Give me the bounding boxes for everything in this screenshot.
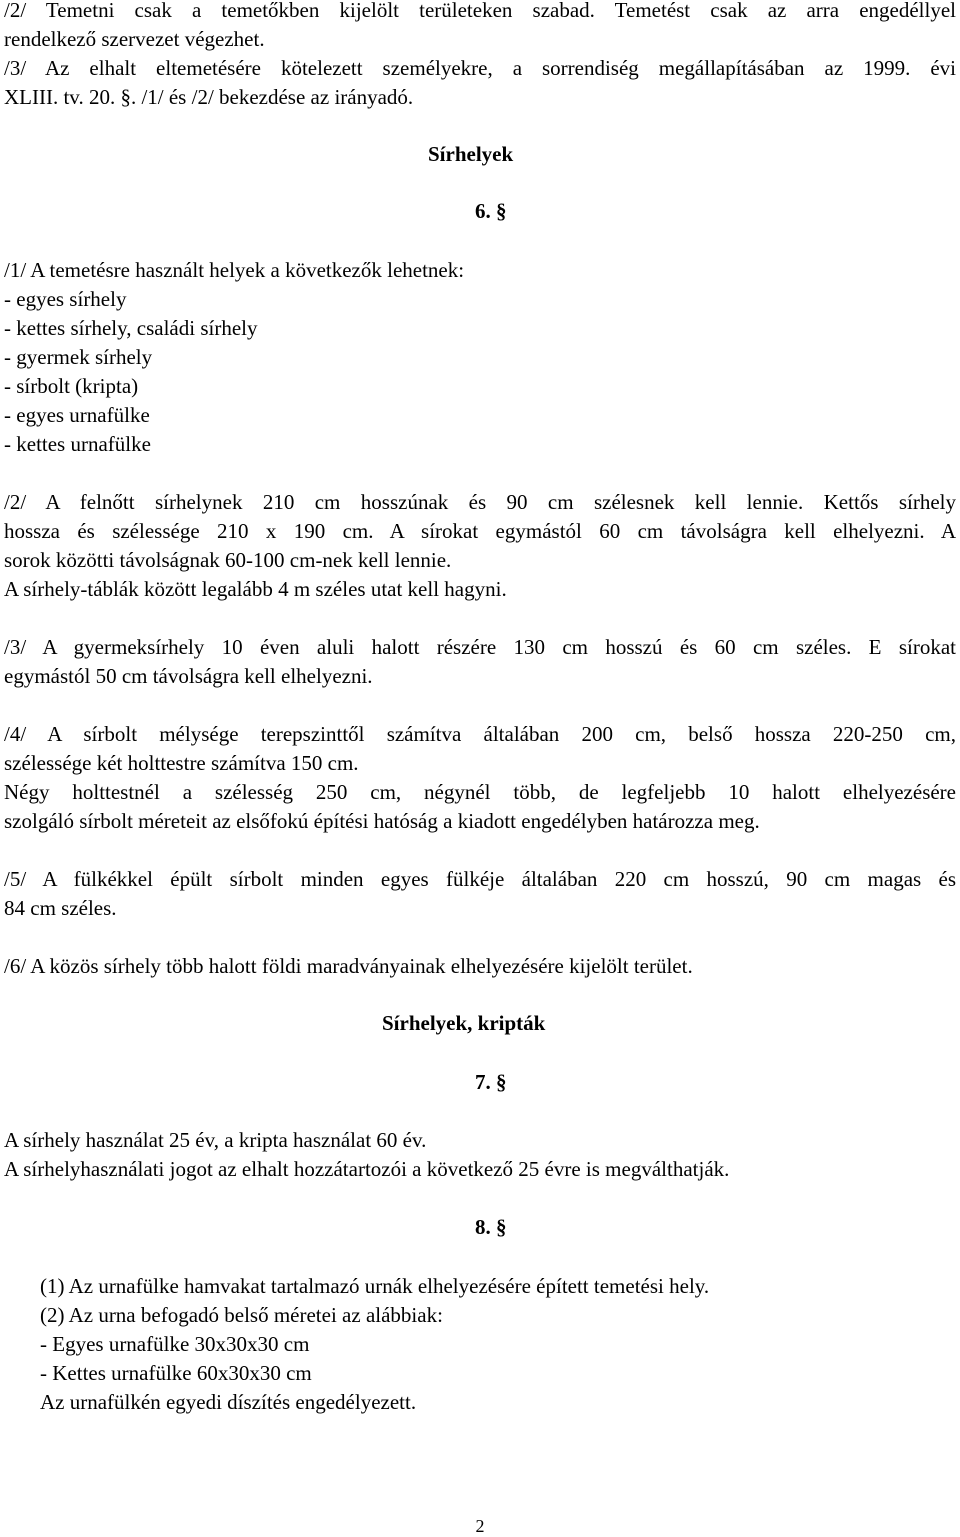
paragraph-line: Négy holttestnél a szélesség 250 cm, négynél több, de legfeljebb 10 halott elhelyezésére [4,780,956,804]
page-number: 2 [475,1516,485,1536]
paragraph-line: /2/ A felnőtt sírhelynek 210 cm hosszúnak és 90 cm szélesnek kell lennie. Kettős sírhely [4,490,956,514]
list-item: - sírbolt (kripta) [4,374,139,398]
paragraph-line: szélessége két holttestre számítva 150 cm. [4,751,359,775]
paragraph-line: (1) Az urnafülke hamvakat tartalmazó urnák elhelyezésére épített temetési hely. [40,1274,710,1298]
list-item: - kettes sírhely, családi sírhely [4,316,258,340]
paragraph-line: A sírhely használat 25 év, a kripta használat 60 év. [4,1128,427,1152]
intro-line: XLIII. tv. 20. §. /1/ és /2/ bekezdése az irányadó. [4,85,414,109]
section-heading: Sírhelyek, kripták [382,1011,546,1035]
paragraph-intro: /1/ A temetésre használt helyek a következők lehetnek: [4,258,465,282]
paragraph-line: (2) Az urna befogadó belső méretei az alábbiak: [40,1303,443,1327]
paragraph-line: /5/ A fülkékkel épült sírbolt minden egyes fülkéje általában 220 cm hosszú, 90 cm magas és [4,867,956,891]
list-item: - egyes urnafülke [4,403,150,427]
section-heading: Sírhelyek [428,142,514,166]
section-number: 7. § [475,1070,507,1094]
paragraph-line: /3/ A gyermeksírhely 10 éven aluli halott részére 130 cm hosszú és 60 cm széles. E sírokat [4,635,956,659]
intro-line: rendelkező szervezet végezhet. [4,27,265,51]
list-item: - gyermek sírhely [4,345,153,369]
section-number: 8. § [475,1215,507,1239]
paragraph-line: /6/ A közös sírhely több halott földi maradványainak elhelyezésére kijelölt terület. [4,954,693,978]
intro-line: /3/ Az elhalt eltemetésére kötelezett személyekre, a sorrendiség megállapításában az 1999. évi [4,56,956,80]
paragraph-line: A sírhelyhasználati jogot az elhalt hozzátartozói a következő 25 évre is megválthatják. [4,1157,730,1181]
section-number: 6. § [475,199,507,223]
list-item: - kettes urnafülke [4,432,151,456]
paragraph-line: egymástól 50 cm távolságra kell elhelyezni. [4,664,373,688]
list-item: - egyes sírhely [4,287,127,311]
paragraph-line: Az urnafülkén egyedi díszítés engedélyezett. [40,1390,417,1414]
paragraph-line: A sírhely-táblák között legalább 4 m széles utat kell hagyni. [4,577,507,601]
list-item: - Egyes urnafülke 30x30x30 cm [40,1332,310,1356]
paragraph-line: 84 cm széles. [4,896,117,920]
list-item: - Kettes urnafülke 60x30x30 cm [40,1361,312,1385]
paragraph-line: hossza és szélessége 210 x 190 cm. A sírokat egymástól 60 cm távolságra kell elhelyezni. A [4,519,956,543]
intro-line: /2/ Temetni csak a temetőkben kijelölt területeken szabad. Temetést csak az arra engedéllyel [4,0,956,22]
paragraph-line: sorok közötti távolságnak 60-100 cm-nek kell lennie. [4,548,452,572]
paragraph-line: szolgáló sírbolt méreteit az elsőfokú építési hatóság a kiadott engedélyben határozza meg. [4,809,760,833]
paragraph-line: /4/ A sírbolt mélysége terepszinttől számítva általában 200 cm, belső hossza 220-250 cm, [4,722,956,746]
